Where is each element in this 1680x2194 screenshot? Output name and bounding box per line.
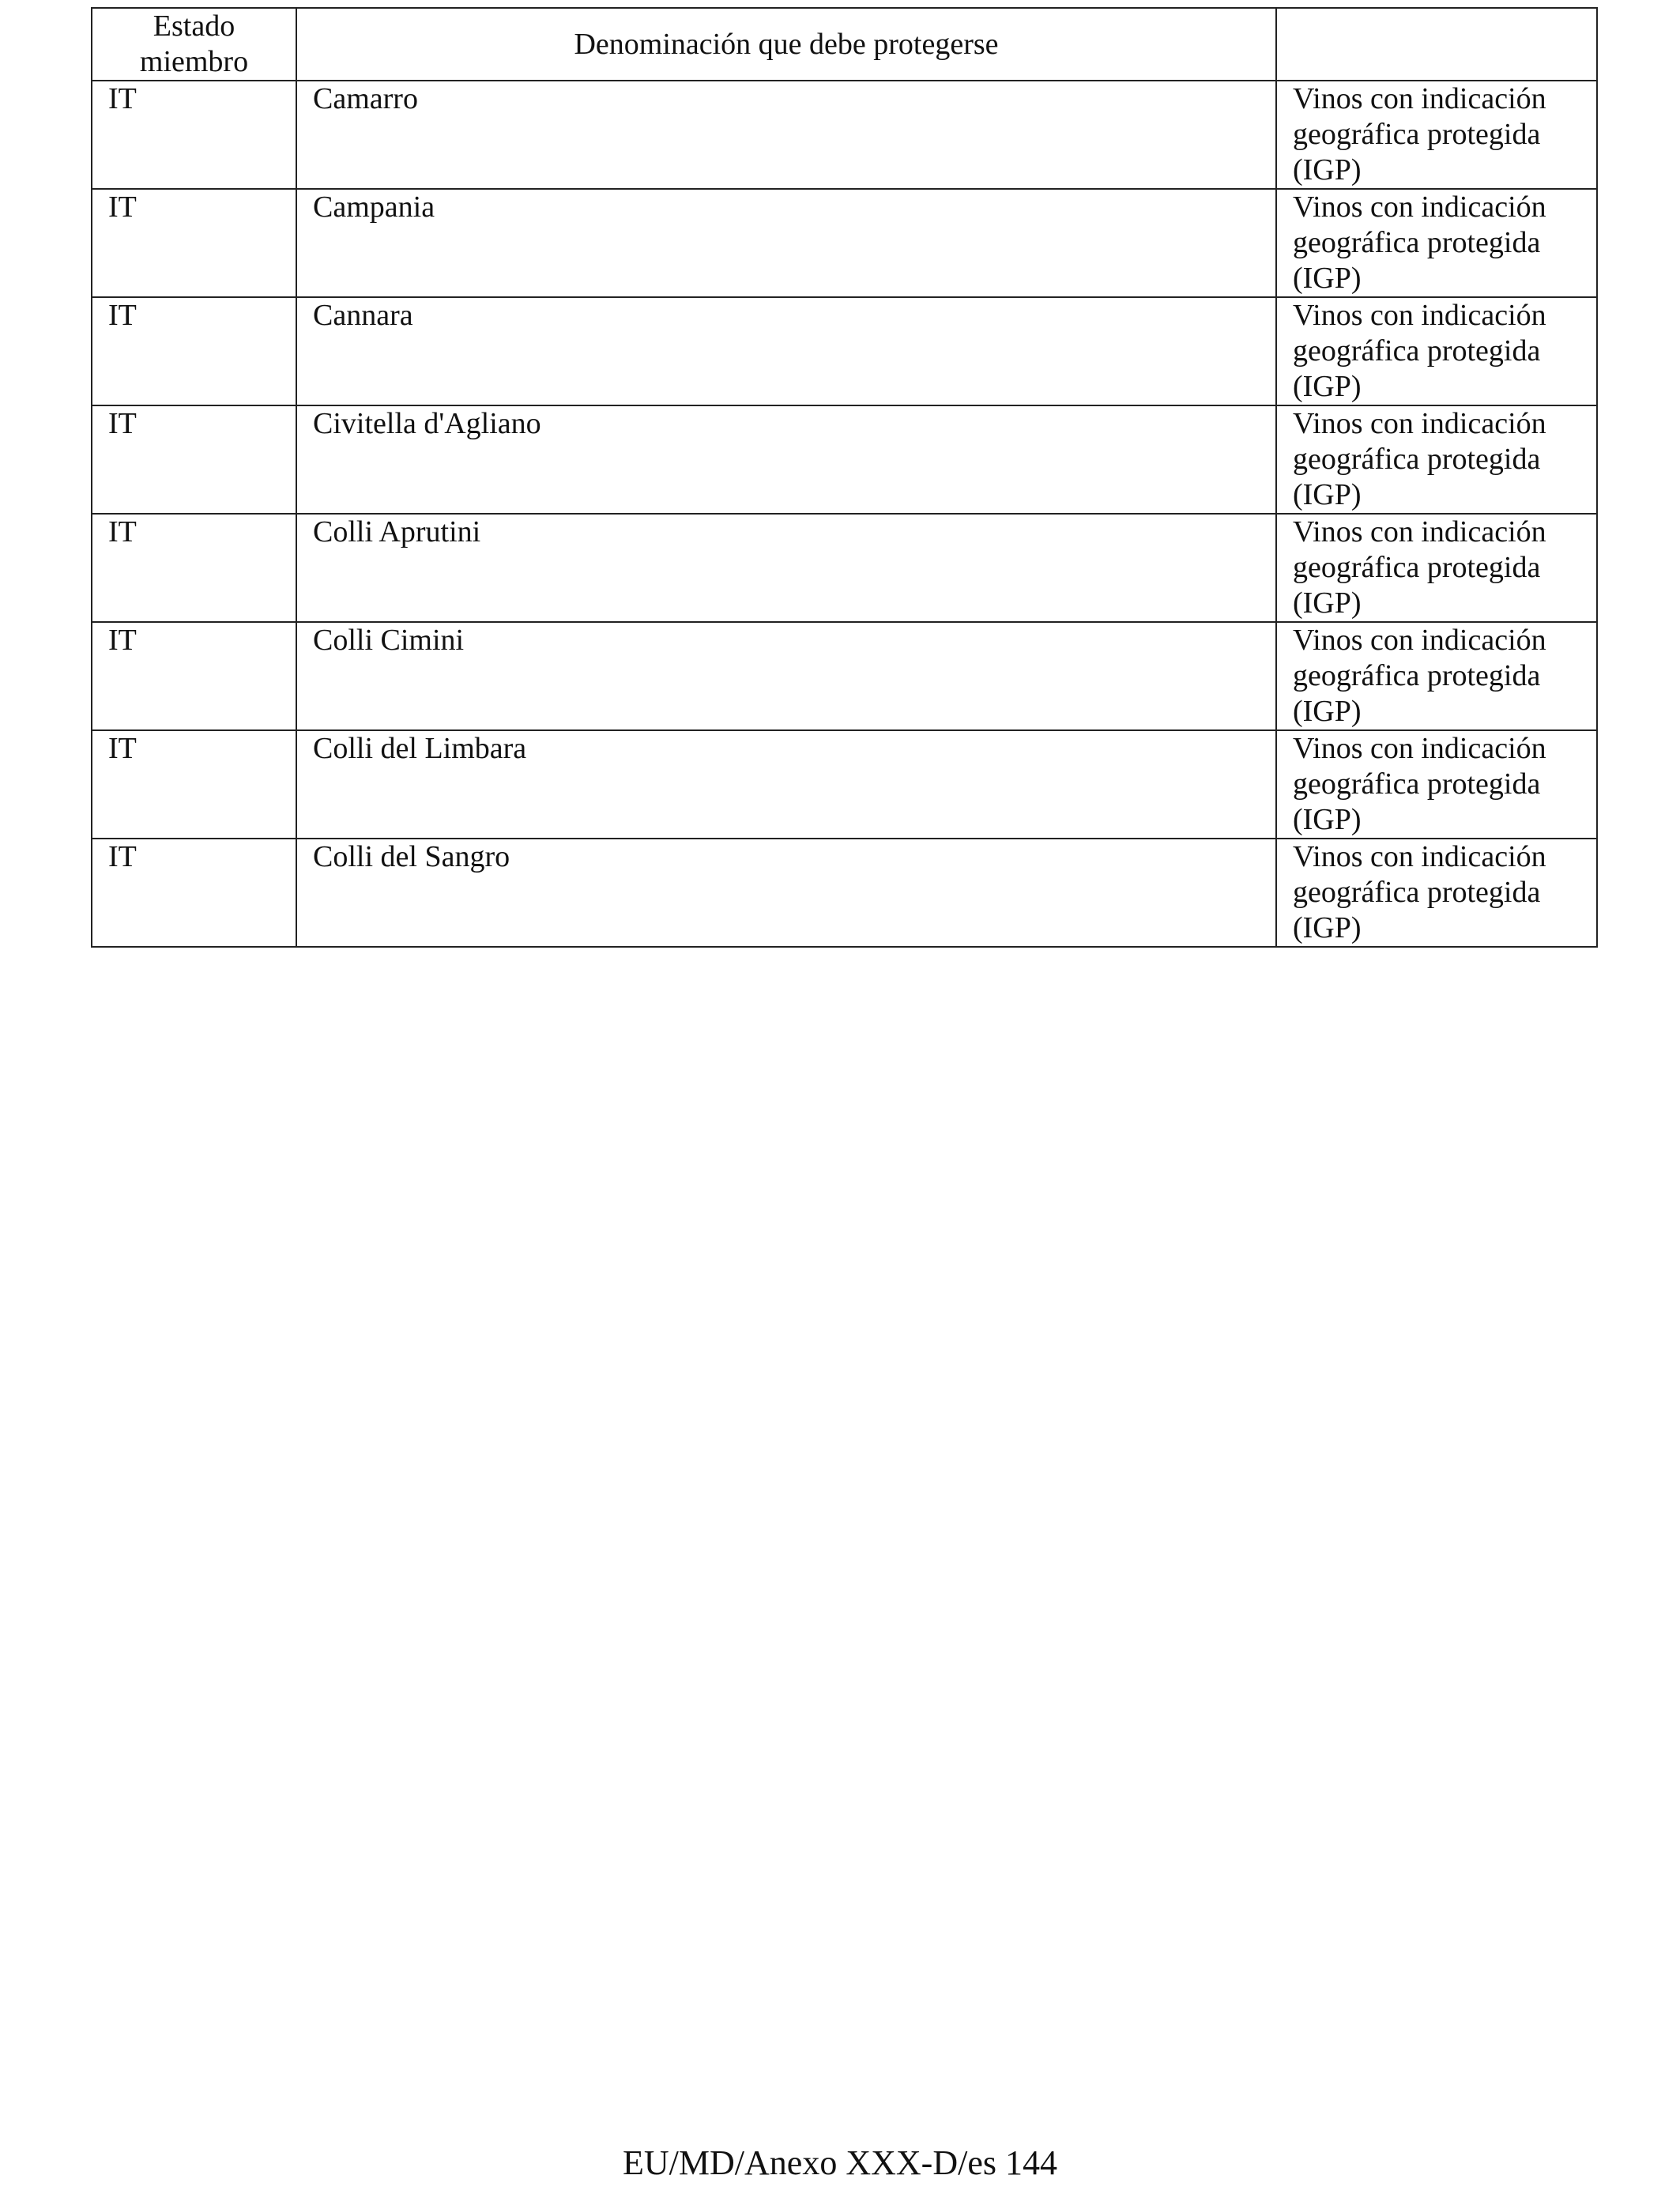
cell-state: IT (92, 730, 296, 839)
cell-name: Civitella d'Agliano (296, 405, 1276, 514)
cell-type (1276, 730, 1597, 839)
cell-state: IT (92, 81, 296, 189)
cell-name: Colli del Sangro (296, 839, 1276, 947)
cell-type (1276, 839, 1597, 947)
cell-name: Cannara (296, 297, 1276, 405)
table-row (92, 405, 1597, 514)
protected-denominations-table (91, 7, 1598, 948)
cell-type (1276, 189, 1597, 297)
table-row (92, 730, 1597, 839)
header-name: Denominación que debe protegerse (296, 8, 1276, 81)
cell-type-text: Vinos con indicación geográfica protegida (IGP) (1293, 82, 1546, 187)
table-row (92, 514, 1597, 622)
header-state: Estado miembro (92, 8, 296, 81)
cell-name: Colli Aprutini (296, 514, 1276, 622)
cell-type-text: Vinos con indicación geográfica protegida (IGP) (1293, 190, 1546, 295)
cell-name: Colli Cimini (296, 622, 1276, 730)
table-header-row (92, 8, 1597, 81)
cell-type (1276, 405, 1597, 514)
cell-state: IT (92, 297, 296, 405)
cell-type-text: Vinos con indicación geográfica protegida (IGP) (1293, 840, 1546, 944)
cell-state: IT (92, 405, 296, 514)
cell-state: IT (92, 514, 296, 622)
cell-type-text: Vinos con indicación geográfica protegida (IGP) (1293, 732, 1546, 836)
cell-type (1276, 622, 1597, 730)
table-row (92, 189, 1597, 297)
cell-state: IT (92, 189, 296, 297)
cell-type-text: Vinos con indicación geográfica protegida (IGP) (1293, 624, 1546, 728)
cell-type-text: Vinos con indicación geográfica protegida (IGP) (1293, 515, 1546, 620)
cell-type (1276, 297, 1597, 405)
cell-state: IT (92, 839, 296, 947)
cell-name: Campania (296, 189, 1276, 297)
page-footer-reference: EU/MD/Anexo XXX-D/es 144 (623, 2143, 1057, 2182)
table-row (92, 622, 1597, 730)
cell-type (1276, 514, 1597, 622)
table-row (92, 297, 1597, 405)
header-type (1276, 8, 1597, 81)
cell-state: IT (92, 622, 296, 730)
cell-type-text: Vinos con indicación geográfica protegida (IGP) (1293, 407, 1546, 511)
cell-type (1276, 81, 1597, 189)
table-row (92, 81, 1597, 189)
cell-name: Colli del Limbara (296, 730, 1276, 839)
cell-type-text: Vinos con indicación geográfica protegida (IGP) (1293, 299, 1546, 403)
table-row (92, 839, 1597, 947)
cell-name: Camarro (296, 81, 1276, 189)
